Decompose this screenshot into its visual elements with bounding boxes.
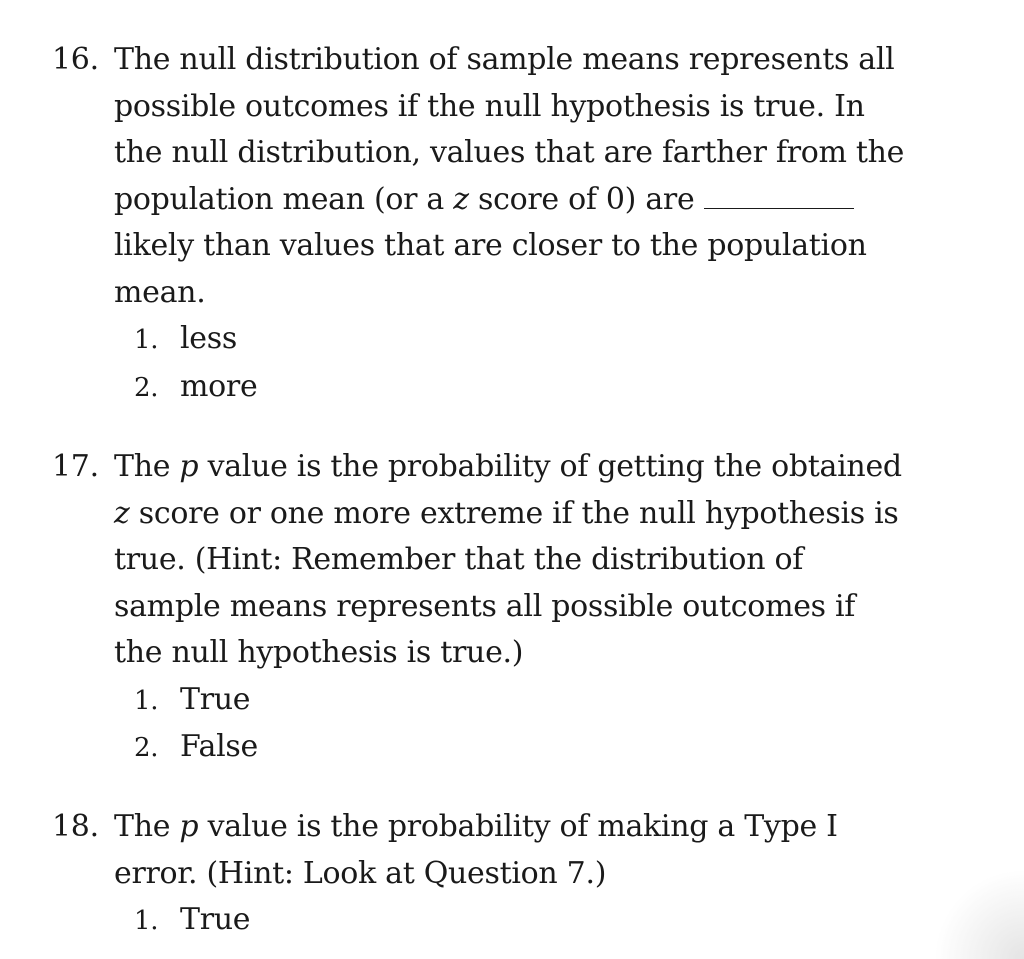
- question-number: 18.: [52, 809, 99, 844]
- answer-option[interactable]: 1. True: [52, 897, 912, 945]
- question-text: The null distribution of sample means represents all possible outcomes if the null hypothesis is true. In the null distribution, values that are farther from the population mean (or a z score of 0) are likely than values that are closer to the population mean.: [114, 42, 905, 310]
- question-16: [52, 37, 912, 411]
- answer-options: [52, 897, 912, 945]
- question-18: [52, 804, 912, 945]
- fill-in-blank: [704, 178, 854, 209]
- answer-options: [52, 677, 912, 772]
- answer-option[interactable]: 2. more: [52, 364, 912, 412]
- option-label: more: [180, 368, 258, 404]
- question-number: 17.: [52, 449, 99, 484]
- answer-option[interactable]: 2. False: [52, 724, 912, 772]
- answer-option[interactable]: 1. True: [52, 677, 912, 725]
- option-label: True: [180, 902, 251, 937]
- answer-option[interactable]: 1. less: [52, 316, 912, 364]
- corner-shadow: [934, 869, 1024, 959]
- option-label: False: [180, 729, 258, 764]
- option-label: less: [180, 321, 237, 356]
- question-number: 16.: [52, 42, 99, 77]
- question-text: The p value is the probability of making a Type I error. (Hint: Look at Question 7.): [114, 809, 838, 891]
- question-text: The p value is the probability of getting the obtained z score or one more extreme if the null hypothesis is true. (Hint: Remember that the distribution of sample means represents all possible outcomes if the null hypothesis is true.): [114, 449, 902, 670]
- question-17: [52, 444, 912, 772]
- option-label: True: [180, 681, 251, 717]
- answer-options: [52, 316, 912, 411]
